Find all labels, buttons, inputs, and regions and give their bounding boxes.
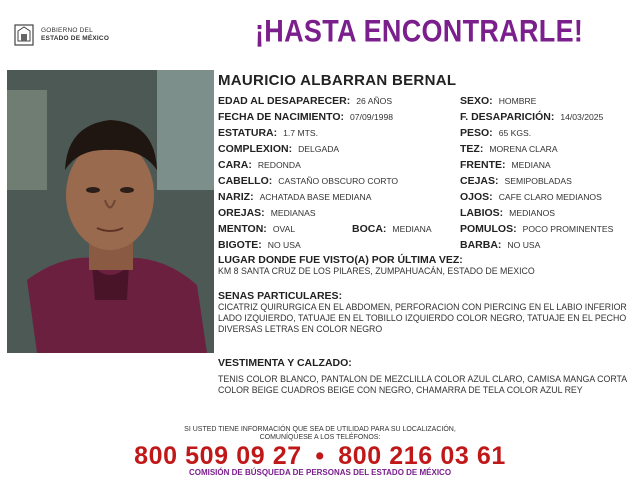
estatura-label: ESTATURA: bbox=[218, 127, 278, 139]
frente-value: MEDIANA bbox=[511, 160, 551, 170]
peso-value: 65 KGS. bbox=[498, 128, 532, 138]
peso-label: PESO: bbox=[460, 127, 493, 139]
labios-value: MEDIANOS bbox=[509, 208, 556, 218]
field-row bbox=[218, 158, 636, 174]
orejas-value: MEDIANAS bbox=[270, 208, 316, 218]
bigote-label: BIGOTE: bbox=[218, 239, 262, 251]
field-row bbox=[218, 190, 636, 206]
clothing-title: VESTIMENTA Y CALZADO: bbox=[218, 357, 352, 369]
gov-name-line2: ESTADO DE MÉXICO bbox=[41, 35, 110, 42]
nariz-value: ACHATADA BASE MEDIANA bbox=[259, 192, 372, 202]
phone-numbers bbox=[0, 442, 640, 471]
field-row bbox=[218, 238, 636, 254]
state-seal-icon bbox=[12, 23, 36, 47]
menton-label: MENTON: bbox=[218, 223, 267, 235]
nacimiento-label: FECHA DE NACIMIENTO: bbox=[218, 111, 344, 123]
notice-line1: SI USTED TIENE INFORMACIÓN QUE SEA DE UTILIDAD PARA SU LOCALIZACIÓN, bbox=[184, 426, 456, 433]
estatura-value: 1.7 MTS. bbox=[283, 128, 318, 138]
phone-separator: • bbox=[315, 442, 325, 470]
marks-text: CICATRIZ QUIRURGICA EN EL ABDOMEN, PERFORACION CON PIERCING EN EL LABIO INFERIOR LADO IZQUIERDO, TATUAJE EN EL TOBILLO IZQUIERDO COLOR NEGRO, TATUAJE EN EL PECHO DIVERSAS LETRAS EN COLOR NEGRO bbox=[218, 302, 627, 334]
sexo-value: HOMBRE bbox=[498, 96, 537, 106]
pomulos-value: POCO PROMINENTES bbox=[522, 224, 614, 234]
person-name: MAURICIO ALBARRAN BERNAL bbox=[218, 72, 457, 89]
government-logo bbox=[12, 22, 122, 48]
nariz-label: NARIZ: bbox=[218, 191, 254, 203]
ojos-label: OJOS: bbox=[460, 191, 493, 203]
missing-person-photo bbox=[7, 70, 214, 353]
headline: ¡HASTA ENCONTRARLE! bbox=[255, 14, 584, 49]
notice-line2: COMUNÍQUESE A LOS TELÉFONOS: bbox=[259, 434, 381, 441]
desaparicion-label: F. DESAPARICIÓN: bbox=[460, 111, 555, 123]
frente-label: FRENTE: bbox=[460, 159, 506, 171]
edad-label: EDAD AL DESAPARECER: bbox=[218, 95, 351, 107]
ojos-value: CAFE CLARO MEDIANOS bbox=[498, 192, 602, 202]
boca-value: MEDIANA bbox=[392, 224, 432, 234]
complexion-label: COMPLEXION: bbox=[218, 143, 293, 155]
cabello-value: CASTAÑO OBSCURO CORTO bbox=[278, 176, 399, 186]
last-seen-text: KM 8 SANTA CRUZ DE LOS PILARES, ZUMPAHUACÁN, ESTADO DE MEXICO bbox=[218, 266, 535, 276]
commission-name: COMISIÓN DE BÚSQUEDA DE PERSONAS DEL ESTADO DE MÉXICO bbox=[188, 468, 452, 477]
edad-value: 26 AÑOS bbox=[356, 96, 393, 106]
field-row bbox=[218, 126, 636, 142]
pomulos-label: POMULOS: bbox=[460, 223, 517, 235]
menton-value: OVAL bbox=[272, 224, 296, 234]
description-fields bbox=[218, 94, 636, 254]
field-row bbox=[218, 206, 636, 222]
barba-value: NO USA bbox=[507, 240, 541, 250]
cejas-label: CEJAS: bbox=[460, 175, 499, 187]
complexion-value: DELGADA bbox=[298, 144, 340, 154]
boca-label: BOCA: bbox=[352, 223, 387, 235]
field-row bbox=[218, 110, 636, 126]
nacimiento-value: 07/09/1998 bbox=[350, 112, 394, 122]
bigote-value: NO USA bbox=[267, 240, 301, 250]
sexo-label: SEXO: bbox=[460, 95, 493, 107]
labios-label: LABIOS: bbox=[460, 207, 504, 219]
phone-number-1[interactable]: 800 509 09 27 bbox=[134, 442, 302, 470]
marks-title: SENAS PARTICULARES: bbox=[218, 290, 343, 302]
last-seen-title: LUGAR DONDE FUE VISTO(A) POR ÚLTIMA VEZ: bbox=[218, 254, 463, 266]
field-row bbox=[218, 222, 636, 238]
field-row bbox=[218, 142, 636, 158]
orejas-label: OREJAS: bbox=[218, 207, 265, 219]
cejas-value: SEMIPOBLADAS bbox=[504, 176, 572, 186]
field-row bbox=[218, 174, 636, 190]
cara-label: CARA: bbox=[218, 159, 252, 171]
barba-label: BARBA: bbox=[460, 239, 502, 251]
field-row bbox=[218, 94, 636, 110]
tez-label: TEZ: bbox=[460, 143, 484, 155]
cabello-label: CABELLO: bbox=[218, 175, 273, 187]
tez-value: MORENA CLARA bbox=[489, 144, 558, 154]
cara-value: REDONDA bbox=[257, 160, 301, 170]
desaparicion-value: 14/03/2025 bbox=[560, 112, 604, 122]
clothing-text: TENIS COLOR BLANCO, PANTALON DE MEZCLILLA COLOR AZUL CLARO, CAMISA MANGA CORTA COLOR BEIGE CUADROS BEIGE CON NEGRO, CHAMARRA DE TELA COLOR AZUL REY bbox=[218, 374, 627, 395]
phone-number-2[interactable]: 800 216 03 61 bbox=[338, 442, 506, 470]
contact-notice bbox=[0, 426, 640, 442]
gov-name-line1: GOBIERNO DEL bbox=[41, 27, 93, 34]
